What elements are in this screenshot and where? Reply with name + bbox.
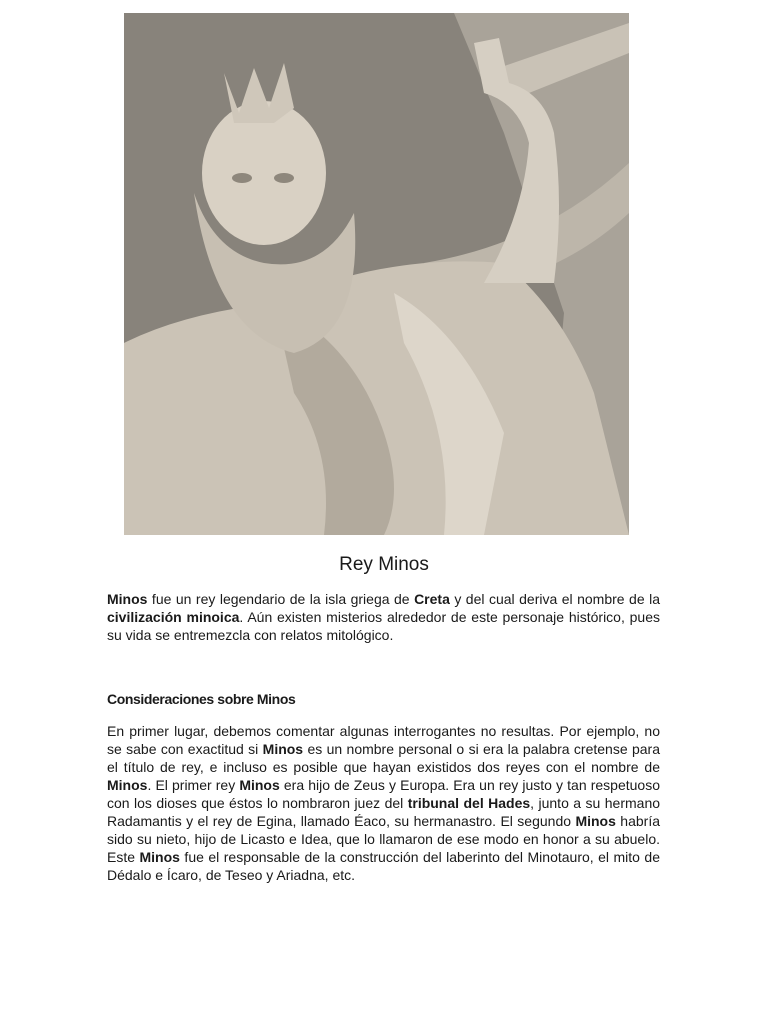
statue-image: [124, 13, 629, 535]
text-run: , junto a su hermano Radamantis y el rey de Egina, llamado Éaco, su hermanastro. El segundo: [107, 795, 661, 829]
bold-term: Minos: [107, 591, 148, 607]
bold-term: Minos: [239, 777, 280, 793]
bold-term: Minos: [139, 849, 180, 865]
statue-icon: [124, 13, 629, 535]
text-run: . Aún existen misterios alrededor de este personaje histórico, pues su vida se entremezcla con relatos mitológico.: [107, 609, 661, 643]
text-run: fue el responsable de la construcción del laberinto del Minotauro, el mito de Dédalo e Ícaro, de Teseo y Ariadna, etc.: [107, 849, 661, 883]
text-run: era hijo de Zeus y Europa. Era un rey justo y tan respetuoso con los dioses que éstos lo nombraron juez del: [107, 777, 660, 811]
bold-term: Minos: [107, 777, 148, 793]
bold-term: Minos: [262, 741, 304, 757]
text-run: fue un rey legendario de la isla griega de: [147, 591, 415, 607]
page-title: Rey Minos: [339, 554, 429, 575]
text-run: En primer lugar, debemos comentar algunas interrogantes no resultas. Por ejemplo, no se sabe con exactitud si: [107, 723, 660, 757]
intro-paragraph: [107, 590, 660, 644]
text-run: habría sido su nieto, hijo de Licasto e Idea, que lo llamaron de ese modo en honor a su abuelo. Este: [107, 813, 660, 865]
bold-term: Minos: [575, 813, 616, 829]
bold-term: tribunal del Hades: [407, 795, 531, 811]
text-run: es un nombre personal o si era la palabra cretense para el título de rey, e incluso es posible que hayan existidos dos reyes con el nombre de: [107, 741, 661, 775]
section-heading: Consideraciones sobre Minos: [107, 691, 296, 707]
bold-term: Creta: [414, 591, 450, 607]
bold-term: civilización minoica: [107, 609, 240, 625]
text-run: . El primer rey: [147, 777, 240, 793]
body-paragraph: [107, 722, 660, 884]
text-run: y del cual deriva el nombre de la: [449, 591, 661, 607]
